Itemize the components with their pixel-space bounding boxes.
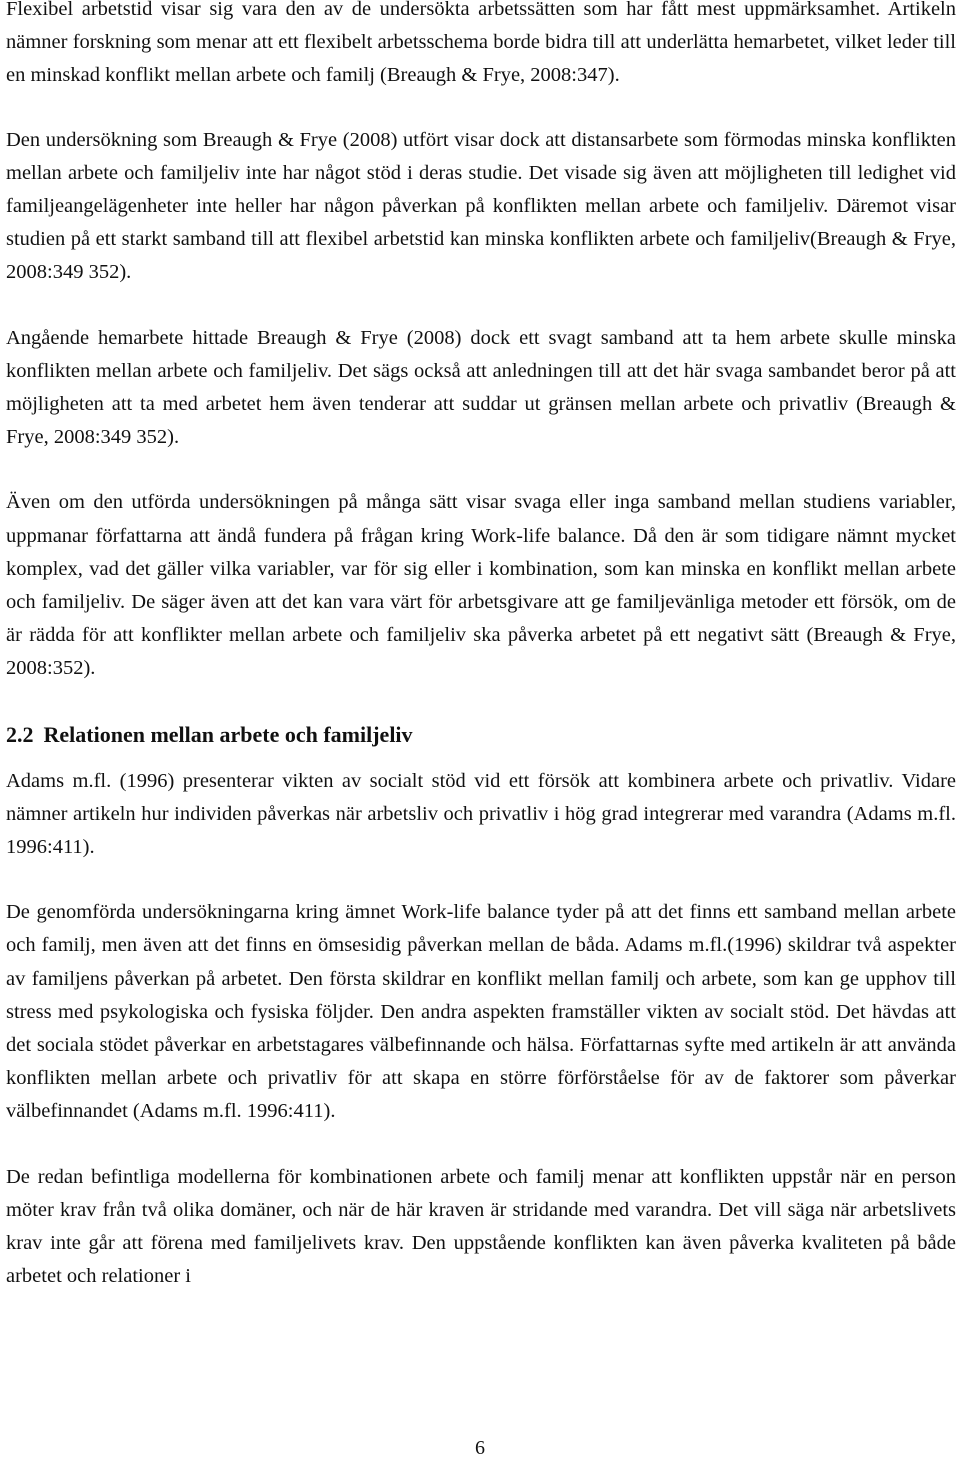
section-heading xyxy=(6,718,956,751)
paragraph-homework: Angående hemarbete hittade Breaugh & Frye (2008) dock ett svagt samband att ta hem arbete skulle minska konflikten mellan arbete och familjeliv. Det sägs också att anledningen till att det här svaga sambandet beror på att möjligheten att ta med arbetet hem även tenderar att suddar ut gränsen mellan arbete och privatliv (Breaugh & Frye, 2008:349 352). xyxy=(6,326,956,449)
paragraph-social-support: Adams m.fl. (1996) presenterar vikten av socialt stöd vid ett försök att kombinera arbete och privatliv. Vidare nämner artikeln hur individen påverkas när arbetsliv och privatliv i hög grad integrerar med varandra (Adams m.fl. 1996:411). xyxy=(6,769,956,859)
paragraph-work-life-balance: De genomförda undersökningarna kring ämnet Work-life balance tyder på att det finns ett samband mellan arbete och familj, men även att det finns en ömsesidig påverkan mellan de båda. Adams m.fl.(1996) skildrar två aspekter av familjens påverkan på arbetet. Den första skildrar en konflikt mellan familj och arbete, som kan ge upphov till stress med psykologiska och fysiska följder. Den andra aspekten framställer vikten av socialt stöd. Det hävdas att det sociala stödet påverkar en arbetstagares välbefinnande och hälsa. Författarnas syfte med artikeln är att använda konflikten mellan arbete och privatliv för att skapa en större förförståelse för av de faktorer som påverkar välbefinnandet (Adams m.fl. 1996:411). xyxy=(6,901,956,1123)
paragraph-weak-correlations: Även om den utförda undersökningen på många sätt visar svaga eller inga samband mellan studiens variabler, uppmanar författarna att ändå fundera på frågan kring Work-life balance. Då den är som tidigare nämnt mycket komplex, vad det gäller vilka variabler, var för sig eller i kombination, som kan minska en konflikt mellan arbete och familjeliv. De säger även att det kan vara värt för arbetsgivare att ge familjevänliga metoder ett försök, om de är rädda för att konflikter mellan arbete och familjeliv ska påverka arbetet på ett negativt sätt (Breaugh & Frye, 2008:352). xyxy=(6,491,956,680)
paragraph-flexible-worktime: Flexibel arbetstid visar sig vara den av de undersökta arbetssätten som har fått mest uppmärksamhet. Artikeln nämner forskning som menar att ett flexibelt arbetsschema borde bidra till att underlätta hemarbetet, vilket leder till en minskad konflikt mellan arbete och familj (Breaugh & Frye, 2008:347). xyxy=(6,0,956,87)
page-number: 6 xyxy=(475,1437,485,1459)
section-number: 2.2 xyxy=(6,721,34,747)
section-title: Relationen mellan arbete och familjeliv xyxy=(43,721,413,747)
document-page xyxy=(6,0,956,1294)
paragraph-breaugh-frye-study: Den undersökning som Breaugh & Frye (2008) utfört visar dock att distansarbete som förmodas minska konflikten mellan arbete och familjeliv inte har något stöd i deras studie. Det visade sig även att möjligheten till ledighet vid familjeangelägenheter inte heller har någon påverkan på konflikten mellan arbete och familjeliv. Däremot visar studien på ett starkt samband till att flexibel arbetstid kan minska konflikten arbete och familjeliv(Breaugh & Frye, 2008:349 352). xyxy=(6,128,956,284)
paragraph-existing-models: De redan befintliga modellerna för kombinationen arbete och familj menar att konflikten uppstår när en person möter krav från två olika domäner, och när de här kraven är stridande med varandra. Det vill säga när arbetslivets krav inte går att förena med familjelivets krav. Den uppstående konflikten kan även påverka kvaliteten på både arbetet och relationer i xyxy=(6,1165,956,1288)
